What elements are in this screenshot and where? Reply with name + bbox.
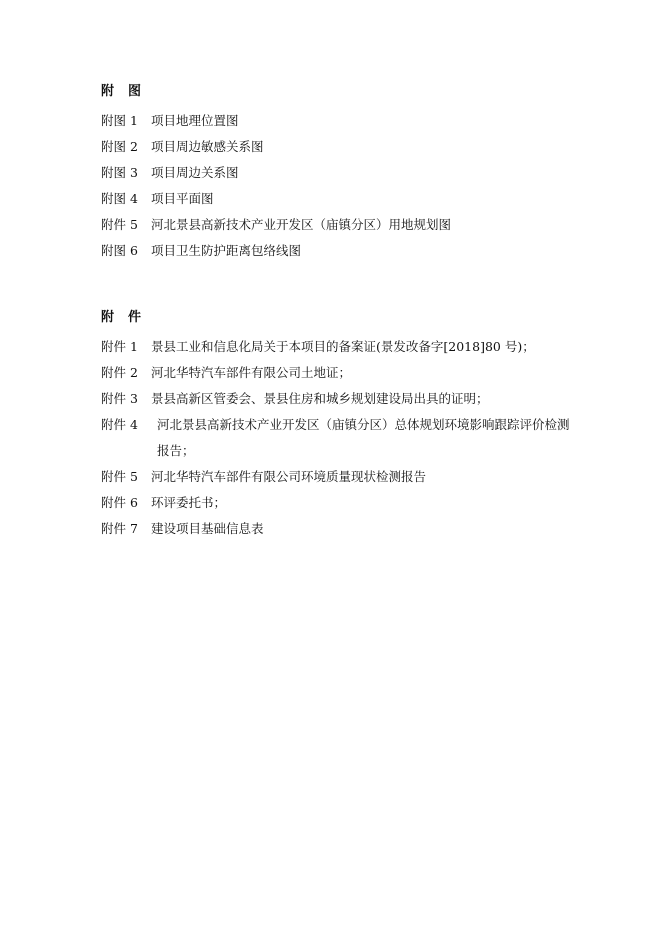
figure-item: [101, 134, 581, 160]
figures-section: [101, 82, 581, 264]
figure-item-text: 河北景县高新技术产业开发区（庙镇分区）用地规划图: [151, 217, 452, 232]
figure-item-label: 附图 2: [101, 139, 138, 154]
attachments-section: [101, 308, 581, 542]
figures-heading-char-1: 附: [101, 84, 115, 99]
attachment-item: [101, 386, 581, 412]
attachment-item-label: 附件 3: [101, 391, 138, 406]
attachment-item-text: 河北华特汽车部件有限公司土地证；: [151, 365, 352, 380]
figure-item-label: 附图 1: [101, 113, 138, 128]
attachment-item-label: 附件 4: [101, 417, 138, 432]
figure-item-label: 附件 5: [101, 217, 138, 232]
attachments-heading-char-1: 附: [101, 310, 115, 325]
figure-item-text: 项目平面图: [151, 191, 214, 206]
figures-heading-char-2: 图: [128, 84, 142, 99]
figure-item-label: 附图 3: [101, 165, 138, 180]
attachment-item: [101, 360, 581, 386]
figure-item-text: 项目周边敏感关系图: [151, 139, 264, 154]
attachments-heading-char-2: 件: [128, 310, 142, 325]
attachment-item: [101, 490, 581, 516]
figure-item-label: 附图 4: [101, 191, 138, 206]
attachment-item: [101, 464, 581, 490]
attachment-item-text: 景县工业和信息化局关于本项目的备案证(景发改备字[2018]80 号)；: [151, 339, 535, 354]
attachment-item-text: 河北华特汽车部件有限公司环境质量现状检测报告: [151, 469, 427, 484]
attachment-item-label: 附件 6: [101, 495, 138, 510]
figure-item: [101, 186, 581, 212]
attachment-item-label: 附件 7: [101, 521, 138, 536]
figure-item: [101, 212, 581, 238]
figure-item-text: 项目地理位置图: [151, 113, 239, 128]
attachment-item-text: 建设项目基础信息表: [151, 521, 264, 536]
figure-item-text: 项目周边关系图: [151, 165, 239, 180]
attachment-item-label: 附件 5: [101, 469, 138, 484]
attachment-item: [101, 516, 581, 542]
attachment-item: [101, 334, 581, 360]
attachment-item-label: 附件 1: [101, 339, 138, 354]
figure-item: [101, 238, 581, 264]
attachment-item-text: 景县高新区管委会、景县住房和城乡规划建设局出具的证明；: [151, 391, 489, 406]
figures-heading: [101, 82, 581, 102]
figure-item: [101, 160, 581, 186]
attachment-item: [101, 412, 581, 464]
attachments-heading: [101, 308, 581, 328]
attachment-item-text: 环评委托书；: [151, 495, 227, 510]
figure-item-text: 项目卫生防护距离包络线图: [151, 243, 302, 258]
attachment-item-label: 附件 2: [101, 365, 138, 380]
figure-item: [101, 108, 581, 134]
attachment-item-text: 河北景县高新技术产业开发区（庙镇分区）总体规划环境影响跟踪评价检测报告；: [157, 417, 570, 458]
figure-item-label: 附图 6: [101, 243, 138, 258]
